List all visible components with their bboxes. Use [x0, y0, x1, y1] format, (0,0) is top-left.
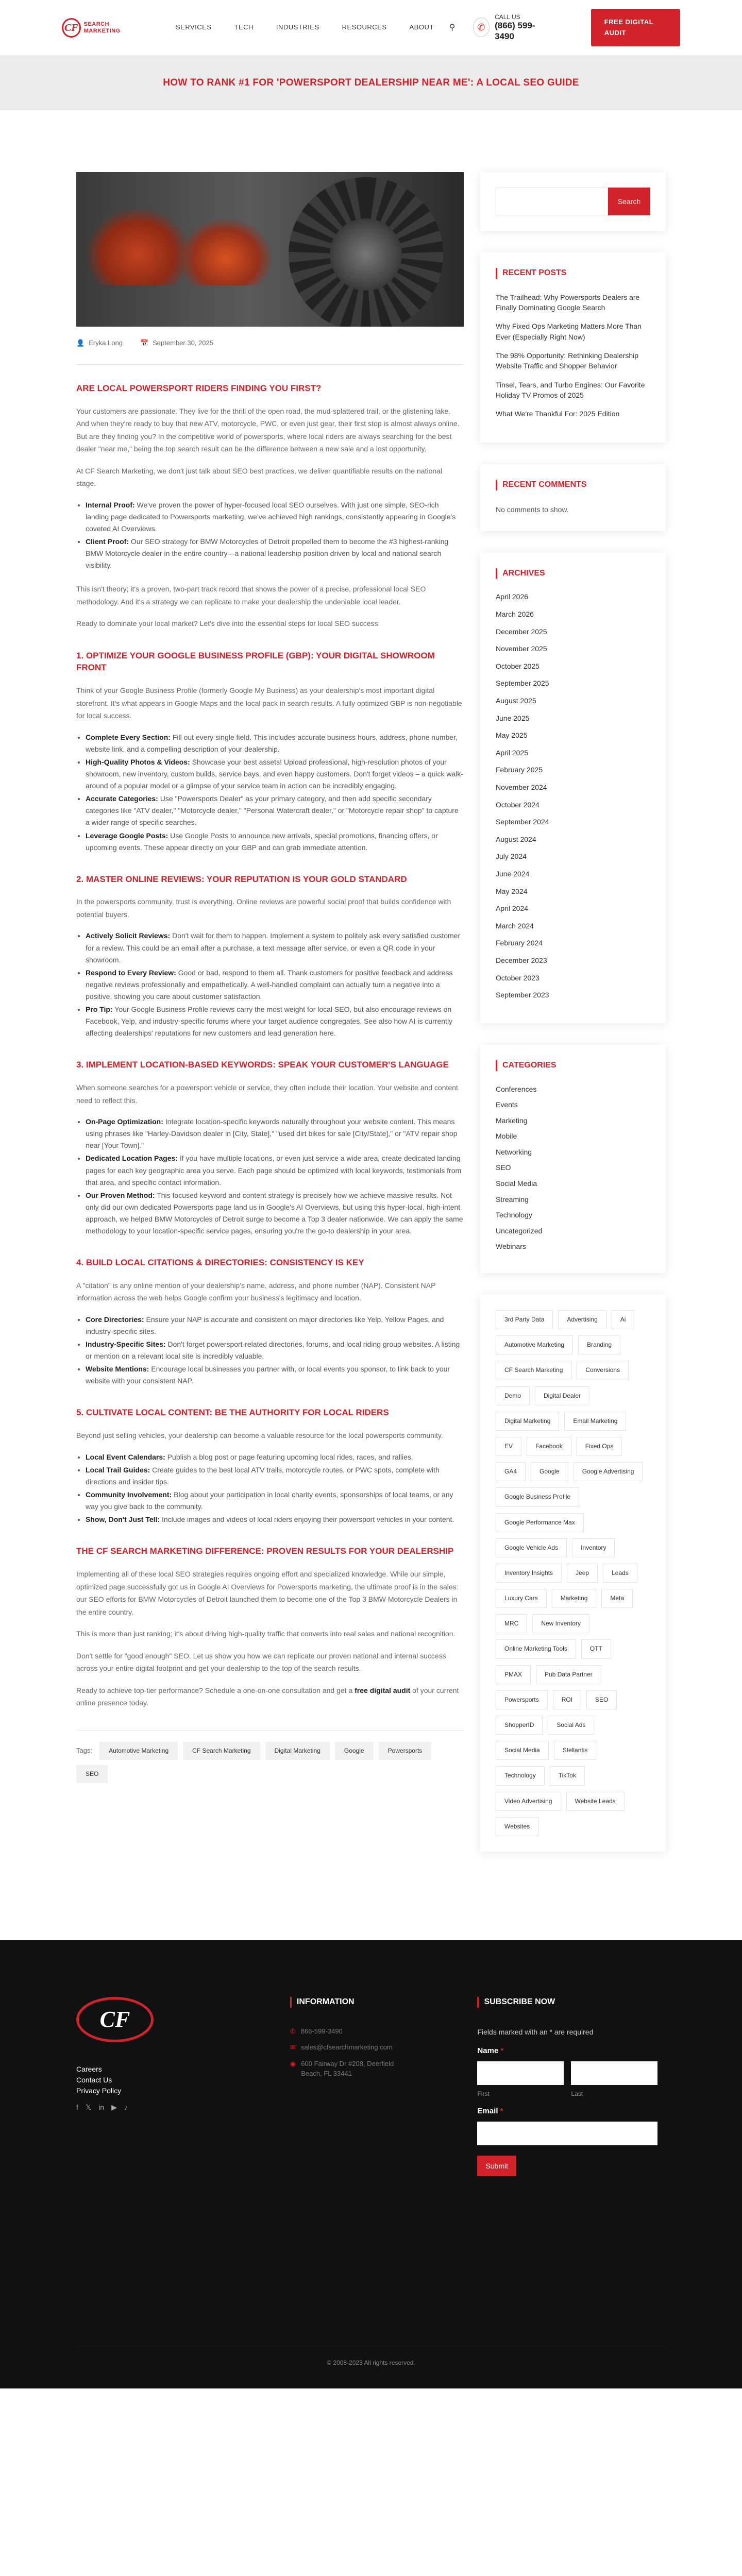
search-button[interactable]: Search: [608, 188, 650, 215]
article-content: [76, 382, 464, 1709]
archive-link[interactable]: October 2025: [496, 662, 539, 670]
bullet-list: [86, 499, 464, 572]
atv-shape: [179, 218, 272, 285]
email-input[interactable]: [477, 2122, 657, 2145]
post-date: September 30, 2025: [153, 339, 213, 347]
site-logo[interactable]: [62, 18, 128, 38]
paragraph: Think of your Google Business Profile (formerly Google My Business) as your dealership's most important digital storefront. It's what appears in Google Maps and the local pack in search results. A fully optimized GBP is non-negotiable for local success.: [76, 686, 462, 720]
social-links: [76, 2102, 290, 2113]
category-link[interactable]: Uncategorized: [496, 1226, 543, 1235]
list-item: • Complete Every Section: Fill out every single field. This includes accurate business hours, address, phone number, website link, and a compelling description of your dealership.: [86, 732, 464, 755]
location-icon: ◉: [290, 2059, 296, 2067]
tagcloud-link[interactable]: Google Advertising: [574, 1462, 643, 1481]
free-digital-audit-link[interactable]: free digital audit: [355, 1686, 411, 1694]
list-item: • Website Mentions: Encourage local businesses you partner with, or local events you sponsor, to link back to your website with your consistent NAP.: [86, 1363, 464, 1387]
list-item: • Local Trail Guides: Create guides to the best local ATV trails, motorcycle routes, or PWC spots, complete with directions and insider tips.: [86, 1464, 464, 1488]
no-comments-text: No comments to show.: [496, 505, 569, 514]
required-note: Fields marked with an * are required: [477, 2027, 594, 2036]
list-item: • High-Quality Photos & Videos: Showcase your best assets! Upload professional, high-resolution photos of your showroom, new inventory, custom builds, service bays, and even happy customers. Don't forget videos – a quick walk-around of a popular model or a glimpse of your service team in action can be incredibly engaging.: [86, 756, 464, 792]
recent-post-link[interactable]: Why Fixed Ops Marketing Matters More Than Ever (Especially Right Now): [496, 322, 642, 341]
footer-logo[interactable]: CF: [76, 1997, 154, 2042]
tagcloud-link[interactable]: Leads: [603, 1564, 637, 1583]
recent-post-link[interactable]: Tinsel, Tears, and Turbo Engines: Our Favorite Holiday TV Promos of 2025: [496, 380, 645, 399]
post-author[interactable]: Eryka Long: [89, 339, 123, 347]
nav-services[interactable]: SERVICES: [176, 23, 212, 31]
tagcloud-link[interactable]: Technology: [496, 1766, 545, 1785]
recent-posts-widget: [480, 252, 666, 443]
archive-link[interactable]: September 2025: [496, 679, 549, 688]
tagcloud-link[interactable]: Branding: [578, 1335, 620, 1354]
footer-subscribe-title: SUBSCRIBE NOW: [477, 1997, 666, 2008]
footer-link-privacy[interactable]: Privacy Policy: [76, 2086, 122, 2095]
list-item: • Accurate Categories: Use "Powersports Dealer" as your primary category, and then add specific secondary categories like "ATV dealer," "Motorcycle dealer," "Personal Watercraft dealer," or "Motorcycle repair shop" to capture a wider range of specific searches.: [86, 793, 464, 828]
site-header: [0, 0, 742, 56]
email-label: Email *: [477, 2107, 503, 2116]
tagcloud-link[interactable]: Fixed Ops: [577, 1437, 622, 1456]
tagcloud-link[interactable]: Digital Dealer: [535, 1386, 589, 1405]
list-item: • Local Event Calendars: Publish a blog post or page featuring upcoming local rides, races, and rallies.: [86, 1451, 464, 1463]
tagcloud-link[interactable]: New Inventory: [532, 1614, 589, 1633]
nav-industries[interactable]: INDUSTRIES: [276, 23, 319, 31]
tagcloud-link[interactable]: Inventory: [572, 1538, 615, 1557]
tagcloud-link[interactable]: OTT: [581, 1639, 611, 1658]
archive-link[interactable]: March 2026: [496, 610, 534, 619]
tagcloud-link[interactable]: Conversions: [577, 1361, 629, 1380]
section-heading: ARE LOCAL POWERSPORT RIDERS FINDING YOU FIRST?: [76, 383, 322, 393]
page-title-banner: [0, 56, 742, 110]
tagcloud-link[interactable]: ROI: [553, 1690, 581, 1709]
call-us-label: CALL US: [495, 13, 520, 21]
tagcloud-link[interactable]: Email Marketing: [564, 1412, 626, 1431]
tagcloud-link[interactable]: SEO: [586, 1690, 617, 1709]
tagcloud-link[interactable]: 3rd Party Data: [496, 1310, 553, 1329]
tagcloud-widget: [480, 1295, 666, 1852]
category-link[interactable]: Webinars: [496, 1242, 526, 1251]
copyright: © 2008-2023 All rights reserved.: [327, 2359, 415, 2366]
submit-button[interactable]: Submit: [477, 2156, 516, 2176]
archive-link[interactable]: August 2025: [496, 697, 536, 705]
tiktok-icon[interactable]: ♪: [124, 2103, 128, 2111]
logo-text: SEARCH MARKETING: [83, 21, 121, 34]
list-item: • Show, Don't Just Tell: Include images and videos of local riders enjoying their powersport vehicles in your content.: [86, 1514, 464, 1526]
tagcloud-link[interactable]: Social Ads: [548, 1716, 594, 1735]
tag-link[interactable]: Digital Marketing: [265, 1742, 330, 1760]
list-item: • Actively Solicit Reviews: Don't wait for them to happen. Implement a system to politely ask every satisfied customer for a review. This could be an email after a purchase, a text message after service, or even a QR code in your showroom.: [86, 930, 464, 965]
archive-link[interactable]: June 2025: [496, 714, 530, 722]
paragraph: Beyond just selling vehicles, your dealership can become a valuable resource for the local powersports community.: [76, 1431, 443, 1440]
recent-post-link[interactable]: What We're Thankful For: 2025 Edition: [496, 410, 620, 418]
paragraph: Your customers are passionate. They live for the thrill of the open road, the mud-splattered trail, or the glistening lake. And when they're ready to buy that new ATV, motorcycle, PWC, or even just gear, their first stop is almost always online. But are they finding you? In the competitive world of powersports, where local riders are always searching for the best dealer "near me," being the top search result can be the difference between a new sale and a lost opportunity.: [76, 406, 460, 453]
category-link[interactable]: Mobile: [496, 1132, 517, 1141]
archive-link[interactable]: March 2024: [496, 921, 534, 930]
archive-link[interactable]: October 2024: [496, 800, 539, 809]
archive-link[interactable]: October 2023: [496, 973, 539, 982]
last-name-label: Last: [571, 2090, 583, 2098]
nav-about[interactable]: ABOUT: [409, 23, 434, 31]
paragraph: When someone searches for a powersport vehicle or service, they often include their location. Your website and content need to reflect this.: [76, 1083, 458, 1105]
bullet-list: [86, 1314, 464, 1387]
category-link[interactable]: SEO: [496, 1163, 511, 1172]
tagcloud-link[interactable]: Video Advertising: [496, 1792, 561, 1811]
paragraph: Implementing all of these local SEO strategies requires ongoing effort and specialized knowledge. While our simple, optimized page successfully got us in Google AI Overviews for Powersports marketing, the ultimate proof is in the sales: our SEO efforts for BMW Motorcycles of Detroit launched them to become one of the Top 3 BMW Motorcycle Dealers in the entire country.: [76, 1570, 459, 1616]
archive-link[interactable]: June 2024: [496, 869, 530, 878]
category-link[interactable]: Events: [496, 1100, 518, 1109]
tagcloud-link[interactable]: TikTok: [550, 1766, 585, 1785]
archive-link[interactable]: February 2025: [496, 766, 543, 774]
tagcloud-link[interactable]: Website Leads: [566, 1792, 625, 1811]
page-body: [0, 172, 742, 1873]
tagcloud-link[interactable]: Ai: [612, 1310, 635, 1329]
category-link[interactable]: Technology: [496, 1211, 532, 1219]
last-name-input[interactable]: [571, 2061, 657, 2085]
phone-icon: ✆: [473, 18, 490, 37]
archive-link[interactable]: December 2023: [496, 956, 547, 964]
name-label: Name *: [477, 2046, 504, 2056]
paragraph: In the powersports community, trust is everything. Online reviews are powerful social proof that builds confidence with potential buyers.: [76, 897, 451, 919]
archive-link[interactable]: November 2025: [496, 645, 547, 653]
tagcloud-link[interactable]: Google Vehicle Ads: [496, 1538, 567, 1557]
tagcloud-link[interactable]: Advertising: [558, 1310, 606, 1329]
divider: [76, 1730, 464, 1731]
tags-label: Tags:: [76, 1746, 93, 1754]
tag-link[interactable]: CF Search Marketing: [183, 1742, 260, 1760]
paragraph: Ready to dominate your local market? Let's dive into the essential steps for local SEO success:: [76, 619, 380, 628]
archive-link[interactable]: February 2024: [496, 939, 543, 947]
tagcloud-link[interactable]: Digital Marketing: [496, 1412, 559, 1431]
footer-info-title: INFORMATION: [290, 1997, 478, 2008]
list-item: • Dedicated Location Pages: If you have multiple locations, or even just service a wide area, create dedicated landing pages for each key geographic area you serve. Each page should be optimized with local keywords, testimonials from that area, and specific contact information.: [86, 1153, 464, 1188]
list-item: • On-Page Optimization: Integrate location-specific keywords naturally throughout your website content. This means using phrases like "Harley-Davidson dealer in [City, State]," "used dirt bikes for sale [City/State]," or "ATV repair shop near [Your Town].": [86, 1116, 464, 1151]
tagcloud-link[interactable]: Luxury Cars: [496, 1589, 547, 1608]
search-icon[interactable]: ⚲: [449, 23, 456, 32]
footer-address: 600 Fairway Dr #208, Deerfield Beach, FL 33441: [301, 2059, 394, 2078]
tag-link[interactable]: Automotive Marketing: [99, 1742, 178, 1760]
paragraph: Ready to achieve top-tier performance? Schedule a one-on-one consultation and get a free digital audit of your current online presence today.: [76, 1686, 459, 1707]
paragraph: This is more than just ranking; it's about driving high-quality traffic that converts into real sales and national recognition.: [76, 1630, 456, 1638]
tagcloud-link[interactable]: Google: [531, 1462, 568, 1481]
tagcloud-link[interactable]: Powersports: [496, 1690, 548, 1709]
archive-link[interactable]: May 2024: [496, 887, 528, 895]
list-item: • Internal Proof: We've proven the power of hyper-focused local SEO ourselves. With just one simple, SEO-rich landing page dedicated to Powersports marketing, we've achieved high rankings, consistently appearing in Google's coveted AI Overviews.: [86, 499, 464, 535]
tagcloud-link[interactable]: GA4: [496, 1462, 526, 1481]
tagcloud-link[interactable]: Websites: [496, 1817, 538, 1836]
divider: [76, 364, 464, 365]
archive-link[interactable]: December 2025: [496, 627, 547, 636]
paragraph: At CF Search Marketing, we don't just talk about SEO best practices, we deliver quantifiable results on the national stage.: [76, 466, 443, 488]
widget-title: RECENT COMMENTS: [496, 480, 650, 490]
call-us[interactable]: [473, 13, 546, 42]
bullet-list: [86, 1451, 464, 1526]
section-heading: 5. CULTIVATE LOCAL CONTENT: BE THE AUTHORITY FOR LOCAL RIDERS: [76, 1408, 389, 1418]
logo-mark: CF: [62, 18, 81, 38]
first-name-label: First: [477, 2090, 490, 2098]
bullet-list: [86, 930, 464, 1039]
tagcloud-link[interactable]: EV: [496, 1437, 521, 1456]
tagcloud-link[interactable]: Automotive Marketing: [496, 1335, 573, 1354]
tagcloud-link[interactable]: Marketing: [552, 1589, 597, 1608]
footer-phone[interactable]: 866-599-3490: [300, 2027, 343, 2035]
section-heading: 2. MASTER ONLINE REVIEWS: YOUR REPUTATION IS YOUR GOLD STANDARD: [76, 874, 407, 884]
post-meta: [76, 338, 464, 349]
footer-link-careers[interactable]: Careers: [76, 2064, 102, 2073]
x-icon[interactable]: 𝕏: [85, 2103, 92, 2111]
search-input[interactable]: [496, 188, 608, 215]
paragraph: A "citation" is any online mention of your dealership's name, address, and phone number (NAP). Consistent NAP information across the web helps Google confirm your business's legitimacy and location.: [76, 1281, 436, 1302]
sidebar: [480, 172, 666, 1873]
archive-link[interactable]: November 2024: [496, 783, 547, 791]
page-title: HOW TO RANK #1 FOR 'POWERSPORT DEALERSHIP NEAR ME': A LOCAL SEO GUIDE: [163, 77, 579, 88]
free-digital-audit-button[interactable]: FREE DIGITAL AUDIT: [591, 9, 680, 47]
widget-title: RECENT POSTS: [496, 268, 650, 279]
category-link[interactable]: Social Media: [496, 1179, 537, 1188]
archive-link[interactable]: April 2026: [496, 592, 529, 601]
archive-link[interactable]: September 2023: [496, 991, 549, 999]
bullet-list: [86, 1116, 464, 1237]
categories-widget: [480, 1045, 666, 1273]
calendar-icon: 📅: [140, 339, 149, 347]
paragraph: This isn't theory; it's a proven, two-part track record that shows the power of a precise, professional local SEO methodology. And it's a strategy we can replicate to make your dealership the undeniable local leader.: [76, 585, 426, 606]
facebook-icon[interactable]: f: [76, 2103, 78, 2111]
tag-link[interactable]: Powersports: [379, 1742, 432, 1760]
list-item: • Community Involvement: Blog about your participation in local charity events, sponsorships of local teams, or any way you give back to the community.: [86, 1489, 464, 1513]
list-item: • Client Proof: Our SEO strategy for BMW Motorcycles of Detroit propelled them to become the #3 highest-ranking BMW Motorcycle dealer in the entire country—a national leadership position driven by local and national search visibility.: [86, 536, 464, 571]
tagcloud-link[interactable]: Jeep: [567, 1564, 598, 1583]
archives-widget: [480, 553, 666, 1023]
tagcloud-link[interactable]: Pub Data Partner: [536, 1665, 601, 1684]
recent-comments-widget: [480, 464, 666, 531]
list-item: • Pro Tip: Your Google Business Profile reviews carry the most weight for local SEO, but also encourage reviews on Facebook, Yelp, and industry-specific forums where your target audience congregates. See also how AI is currently affecting dealerships' reputations for new customers and lead generation here.: [86, 1004, 464, 1039]
tagcloud-link[interactable]: Meta: [601, 1589, 633, 1608]
tagcloud-link[interactable]: Demo: [496, 1386, 530, 1405]
category-link[interactable]: Marketing: [496, 1116, 528, 1125]
tag-link[interactable]: Google: [335, 1742, 374, 1760]
archive-link[interactable]: April 2024: [496, 904, 529, 913]
tagcloud-link[interactable]: Google Business Profile: [496, 1487, 579, 1506]
list-item: • Respond to Every Review: Good or bad, respond to them all. Thank customers for positive feedback and address negative reviews professionally and empathetically. A well-handled complaint can actually turn a negative into a positive, showing you care about customer satisfaction.: [86, 967, 464, 1003]
section-heading: 4. BUILD LOCAL CITATIONS & DIRECTORIES: CONSISTENCY IS KEY: [76, 1258, 364, 1268]
first-name-input[interactable]: [477, 2061, 564, 2085]
list-item: • Leverage Google Posts: Use Google Posts to announce new arrivals, special promotions, financing offers, or upcoming events. These appear directly on your GBP and can grab immediate attention.: [86, 830, 464, 854]
user-icon: 👤: [76, 339, 85, 347]
linkedin-icon[interactable]: in: [98, 2103, 105, 2111]
tagcloud-link[interactable]: PMAX: [496, 1665, 531, 1684]
list-item: • Industry-Specific Sites: Don't forget powersport-related directories, forums, and local riding group websites. A listing or mention on a relevant local site is incredibly valuable.: [86, 1338, 464, 1362]
youtube-icon[interactable]: ▶: [111, 2103, 117, 2111]
nav-resources[interactable]: RESOURCES: [342, 23, 387, 31]
archive-link[interactable]: August 2024: [496, 835, 536, 843]
email-icon: ✉: [290, 2043, 296, 2052]
section-heading: 3. IMPLEMENT LOCATION-BASED KEYWORDS: SPEAK YOUR CUSTOMER'S LANGUAGE: [76, 1060, 449, 1070]
widget-title: CATEGORIES: [496, 1060, 650, 1071]
footer-email[interactable]: sales@cfsearchmarketing.com: [300, 2043, 393, 2052]
archive-link[interactable]: May 2025: [496, 731, 528, 740]
tagcloud-link[interactable]: ShopperID: [496, 1716, 543, 1735]
tagcloud-link[interactable]: Facebook: [527, 1437, 571, 1456]
tagcloud-link[interactable]: Stellantis: [554, 1741, 597, 1760]
footer-link-contact[interactable]: Contact Us: [76, 2075, 112, 2084]
nav-tech[interactable]: TECH: [234, 23, 254, 31]
site-footer: [0, 1940, 742, 2388]
category-link[interactable]: Streaming: [496, 1195, 529, 1204]
atv-shape: [87, 208, 190, 285]
tagcloud-link[interactable]: MRC: [496, 1614, 527, 1633]
archive-link[interactable]: April 2025: [496, 748, 529, 757]
phone-icon: ✆: [290, 2027, 296, 2035]
section-heading: 1. OPTIMIZE YOUR GOOGLE BUSINESS PROFILE (GBP): YOUR DIGITAL SHOWROOM FRONT: [76, 650, 435, 673]
search-widget: [480, 172, 666, 231]
widget-title: ARCHIVES: [496, 568, 650, 579]
tagcloud-link[interactable]: CF Search Marketing: [496, 1361, 571, 1380]
section-heading: THE CF SEARCH MARKETING DIFFERENCE: PROVEN RESULTS FOR YOUR DEALERSHIP: [76, 1546, 454, 1556]
tag-link[interactable]: SEO: [76, 1765, 108, 1783]
archive-link[interactable]: July 2024: [496, 852, 527, 861]
call-us-number[interactable]: (866) 599-3490: [495, 21, 535, 41]
tagcloud-link[interactable]: Inventory Insights: [496, 1564, 562, 1583]
paragraph: Don't settle for "good enough" SEO. Let us show you how we can replicate our proven national and internal success across your entire digital footprint and get your dealership to the top of the search results.: [76, 1651, 446, 1673]
recent-post-link[interactable]: The 98% Opportunity: Rethinking Dealership Website Traffic and Shopper Behavior: [496, 351, 639, 370]
featured-image: [76, 172, 464, 327]
tagcloud-link[interactable]: Social Media: [496, 1741, 549, 1760]
tagcloud-link[interactable]: Google Performance Max: [496, 1513, 584, 1532]
category-link[interactable]: Conferences: [496, 1084, 537, 1093]
list-item: • Our Proven Method: This focused keyword and content strategy is precisely how we achieve massive results. Not only did our own dedicated Powersports page land us in Google's AI Overviews, but using this hyper-local, high-intent approach, we helped BMW Motorcycles of Detroit surge to become a Top 3 dealer nationwide. We can apply the same methodology to your location-specific service pages, ensuring you're the go-to dealership in your area.: [86, 1190, 464, 1237]
post-tags: [76, 1742, 464, 1783]
tire-shape: [289, 177, 443, 327]
list-item: • Core Directories: Ensure your NAP is accurate and consistent on major directories like Yelp, Yellow Pages, and industry-specific sites.: [86, 1314, 464, 1337]
tagcloud-link[interactable]: Online Marketing Tools: [496, 1639, 576, 1658]
bullet-list: [86, 732, 464, 854]
recent-post-link[interactable]: The Trailhead: Why Powersports Dealers are Finally Dominating Google Search: [496, 293, 640, 312]
category-link[interactable]: Networking: [496, 1147, 532, 1156]
archive-link[interactable]: September 2024: [496, 818, 549, 826]
article: [76, 172, 464, 1873]
main-nav: [176, 22, 434, 33]
